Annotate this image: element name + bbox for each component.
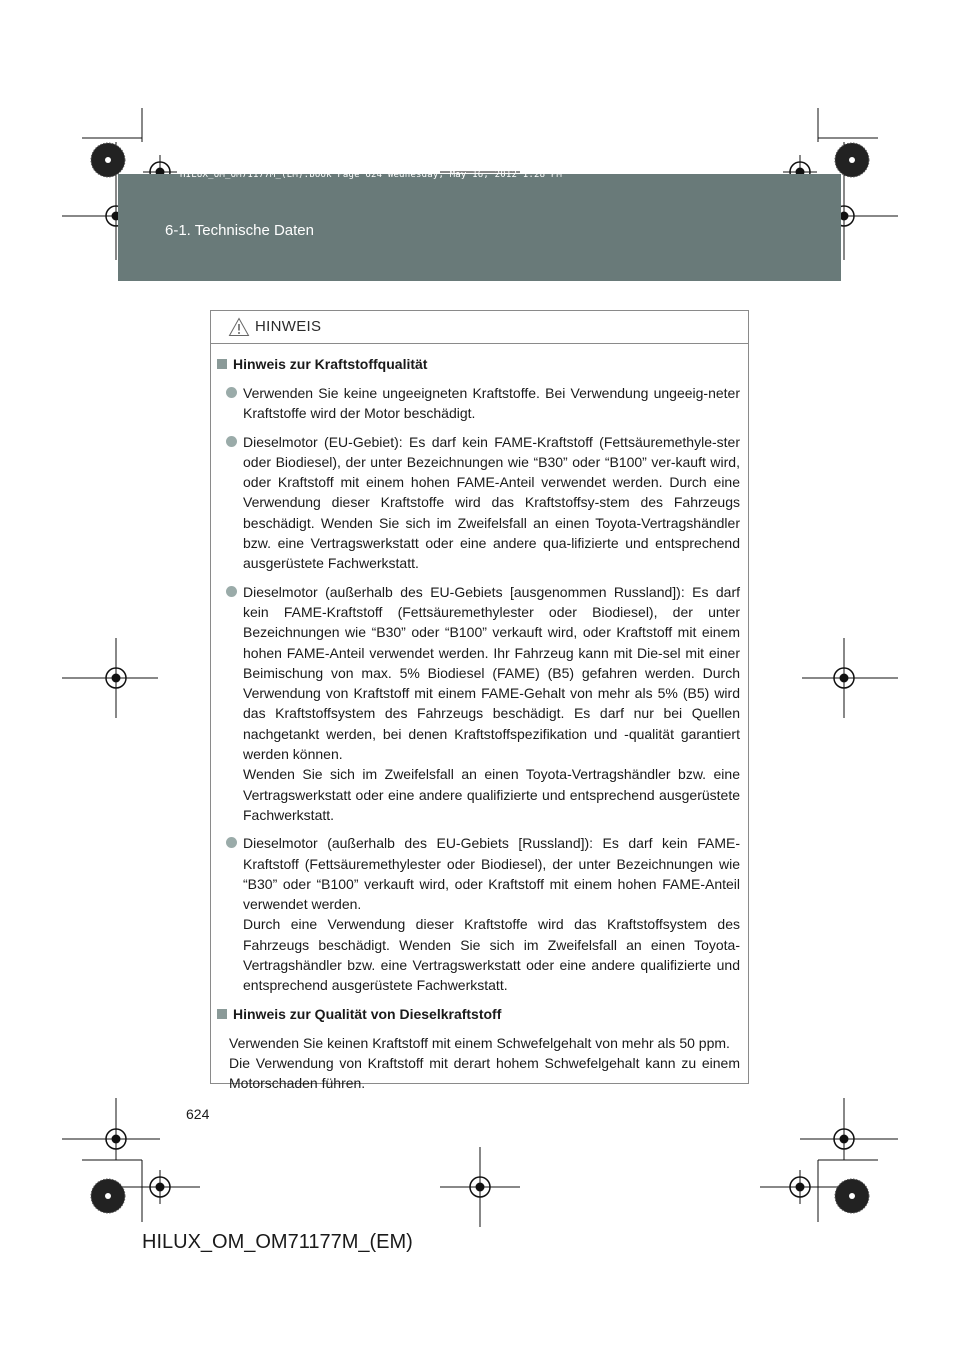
- page-number: 624: [186, 1106, 210, 1122]
- square-bullet-icon: [217, 1009, 227, 1019]
- warning-triangle-icon: [228, 317, 250, 342]
- square-bullet-icon: [217, 359, 227, 369]
- notice-title: HINWEIS: [255, 318, 322, 335]
- list-item: Verwenden Sie keine ungeeigneten Kraftstoffe. Bei Verwendung ungeeig-neter Kraftstoffe wird der Motor beschädigt.: [217, 383, 740, 424]
- paragraph-block: Verwenden Sie keinen Kraftstoff mit einem Schwefelgehalt von mehr als 50 ppm. Die Verwendung von Kraftstoff mit derart hohem Schwefelgehalt kann zu einem Motorschaden führen.: [229, 1034, 740, 1092]
- notice-header: [211, 311, 748, 344]
- section-title: 6-1. Technische Daten: [165, 222, 314, 239]
- list-item: Dieselmotor (außerhalb des EU-Gebiets [ausgenommen Russland]): Es darf kein FAME-Kraftstoff (Fettsäuremethylester oder Biodiesel), der unter Bezeichnungen wie “B30” oder “B100” verkauft wird, oder Kraftstoff mit einem hohen FAME-Anteil verwendet werden. Ihr Fahrzeug kann mit Die-sel mit einer Beimischung von max. 5% Biodiesel (FAME) (B5) gefahren werden. Durch Verwendung von Kraftstoff mit einem FAME-Gehalt von mehr als 5% (B5) wird das Kraftstoffsystem des Fahrzeugs beschädigt. Es darf nur bei Quellen nachgetankt werden, bei denen Kraftstoffspezifikation und -qualität garantiert werden können. Wenden Sie sich im Zweifelsfall an einen Toyota-Vertragshändler bzw. eine Vertragswerkstatt oder eine andere qualifizierte und entsprechend ausgerüstete Fachwerkstatt.: [217, 582, 740, 826]
- round-bullet-icon: [226, 436, 237, 447]
- file-stamp: HILUX_OM_OM71177M_(EM).book Page 624 Wednesday, May 16, 2012 1:28 PM: [180, 170, 563, 180]
- round-bullet-icon: [226, 586, 237, 597]
- round-bullet-icon: [226, 837, 237, 848]
- section-heading-fuel-quality: Hinweis zur Kraftstoffqualität: [217, 354, 740, 375]
- list-item: Dieselmotor (außerhalb des EU-Gebiets [Russland]): Es darf kein FAME-Kraftstoff (Fettsäuremethylester oder Biodiesel), der unter Bezeichnungen wie “B30” oder “B100” verkauft wird, oder Kraftstoff mit einem hohen FAME-Anteil verwendet werden. Durch eine Verwendung dieser Kraftstoffe wird das Kraftstoffsystem des Fahrzeugs beschädigt. Wenden Sie sich im Zweifelsfall an einen Toyota-Vertragshändler bzw. eine Vertragswerkstatt oder eine andere qualifizierte und entsprechend ausgerüstete Fachwerkstatt.: [217, 833, 740, 995]
- notice-body: [211, 344, 748, 1094]
- notice-box: [210, 310, 749, 1092]
- round-bullet-icon: [226, 387, 237, 398]
- list-item: Dieselmotor (EU-Gebiet): Es darf kein FAME-Kraftstoff (Fettsäuremethyle-ster oder Biodiesel), der unter Bezeichnungen wie “B30” oder “B100” ver-kauft wird, oder Kraftstoff mit einem hohen FAME-Anteil verwendet werden. Durch eine Verwendung dieser Kraftstoffe wird das Kraftstoffsy-stem des Fahrzeugs beschädigt. Wenden Sie sich im Zweifelsfall an einen Toyota-Vertragshändler bzw. eine Vertragswerkstatt oder eine andere qua-lifizierte und entsprechend ausgerüstete Fachwerkstatt.: [217, 432, 740, 574]
- document-code: HILUX_OM_OM71177M_(EM): [142, 1231, 413, 1253]
- section-heading-diesel-quality: Hinweis zur Qualität von Dieselkraftstoff: [217, 1004, 740, 1025]
